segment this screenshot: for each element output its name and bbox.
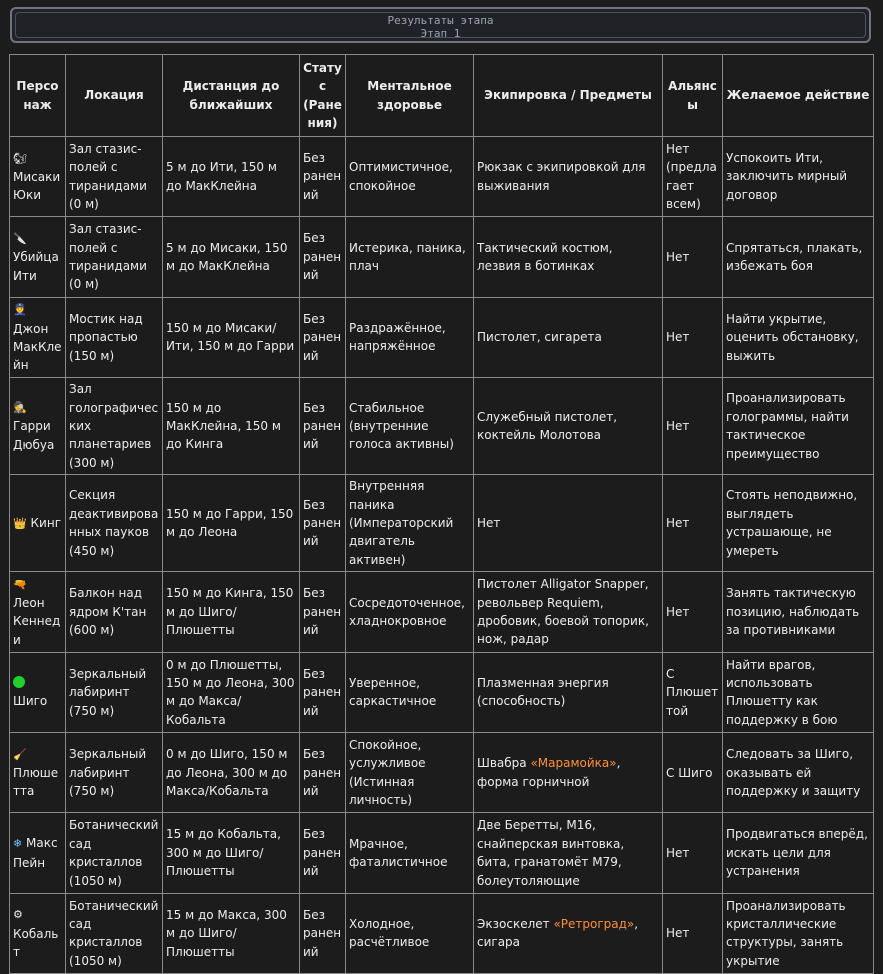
equipment-highlight: «Ретроград» <box>553 917 635 932</box>
pistol-icon: 🔫 <box>13 577 27 591</box>
action-cell: Продвигаться вперёд, искать цели для устранения <box>723 813 874 893</box>
character-name: Кинг <box>30 515 61 530</box>
column-header-action: Желаемое действие <box>723 55 874 137</box>
character-name: Шиго <box>13 694 48 709</box>
character-cell <box>10 475 66 572</box>
snowflake-icon: ❄ <box>13 837 23 851</box>
alliance-cell: Нет <box>663 297 723 377</box>
alliance-cell: Нет <box>663 572 723 652</box>
location-cell: Зал стазис-полей с тиранидами (0 м) <box>66 217 163 297</box>
status-cell: Без ранений <box>300 378 346 475</box>
location-cell: Балкон над ядром К'тан (600 м) <box>66 572 163 652</box>
table-row <box>10 378 874 475</box>
location-cell: Зеркальный лабиринт (750 м) <box>66 733 163 813</box>
mental-cell: Истерика, паника, плач <box>346 217 474 297</box>
mental-cell: Сосредоточенное, хладнокровное <box>346 572 474 652</box>
distance-cell: 5 м до Ити, 150 м до МакКлейна <box>163 137 300 217</box>
knife-icon: 🔪 <box>13 231 27 245</box>
location-cell: Ботанический сад кристаллов (1050 м) <box>66 813 163 893</box>
action-cell: Стоять неподвижно, выглядеть устрашающе, не умереть <box>723 475 874 572</box>
table-row <box>10 475 874 572</box>
status-cell: Без ранений <box>300 217 346 297</box>
header-subtitle: Этап 1 <box>420 27 461 40</box>
mental-cell: Стабильное (внутренние голоса активны) <box>346 378 474 475</box>
character-name: Кобальт <box>13 926 59 960</box>
character-name: Гарри Дюбуа <box>13 419 55 452</box>
character-name: Леон Кеннеди <box>13 596 61 647</box>
alliance-cell: Нет <box>663 893 723 973</box>
status-cell: Без ранений <box>300 813 346 893</box>
character-name: Убийца Ити <box>13 250 59 283</box>
alliance-cell: С Шиго <box>663 733 723 813</box>
equipment-cell: Две Беретты, M16, снайперская винтовка, бита, гранатомёт M79, болеутоляющие <box>474 813 663 893</box>
alliance-cell: Нет <box>663 217 723 297</box>
alliance-cell: Нет <box>663 378 723 475</box>
character-cell <box>10 297 66 377</box>
character-name: Плюшетта <box>13 766 59 799</box>
mental-cell: Мрачное, фаталистичное <box>346 813 474 893</box>
equipment-cell: Нет <box>474 475 663 572</box>
character-cell <box>10 733 66 813</box>
column-header-location: Локация <box>66 55 163 137</box>
equipment-cell <box>474 733 663 813</box>
character-cell <box>10 572 66 652</box>
character-name: Мисаки Юки <box>13 169 61 203</box>
status-cell: Без ранений <box>300 733 346 813</box>
status-cell: Без ранений <box>300 572 346 652</box>
stage-results-header-inner <box>15 12 866 38</box>
gear-icon: ⚙ <box>13 908 23 922</box>
action-cell: Спрятаться, плакать, избежать боя <box>723 217 874 297</box>
status-cell: Без ранений <box>300 893 346 973</box>
column-header-distance: Дистанция до ближайших <box>163 55 300 137</box>
mental-cell: Уверенное, саркастичное <box>346 652 474 732</box>
column-header-equipment: Экипировка / Предметы <box>474 55 663 137</box>
distance-cell: 150 м до Мисаки/Ити, 150 м до Гарри <box>163 297 300 377</box>
status-cell: Без ранений <box>300 475 346 572</box>
alliance-cell: С Плюшеттой <box>663 652 723 732</box>
distance-cell: 0 м до Плюшетты, 150 м до Леона, 300 м до Макса/Кобальта <box>163 652 300 732</box>
detective-icon: 🕵 <box>13 401 27 415</box>
table-row <box>10 733 874 813</box>
equipment-cell <box>474 893 663 973</box>
equipment-text: , сигара <box>477 917 639 950</box>
equipment-text: , форма горничной <box>477 756 621 789</box>
equipment-cell: Рюкзак с экипировкой для выживания <box>474 137 663 217</box>
stage-results-header <box>10 7 871 43</box>
alliance-cell: Нет <box>663 813 723 893</box>
results-table <box>9 54 874 974</box>
police-officer-icon: 👮 <box>13 303 27 317</box>
column-header-status: Статус (Ранения) <box>300 55 346 137</box>
table-row <box>10 217 874 297</box>
table-row <box>10 893 874 973</box>
mental-cell: Раздражённое, напряжённое <box>346 297 474 377</box>
action-cell: Проанализировать кристаллические структуры, занять укрытие <box>723 893 874 973</box>
character-cell <box>10 378 66 475</box>
equipment-highlight: «Марамойка» <box>530 756 617 771</box>
character-name: Джон МакКлейн <box>13 321 62 373</box>
location-cell: Секция деактивированных пауков (450 м) <box>66 475 163 572</box>
equipment-cell: Тактический костюм, лезвия в ботинках <box>474 217 663 297</box>
column-header-character: Персонаж <box>10 55 66 137</box>
location-cell: Зал стазис-полей с тиранидами (0 м) <box>66 137 163 217</box>
table-row <box>10 137 874 217</box>
action-cell: Найти укрытие, оценить обстановку, выжить <box>723 297 874 377</box>
mental-cell: Оптимистичное, спокойное <box>346 137 474 217</box>
crown-icon: 👑 <box>13 516 27 530</box>
mental-cell: Холодное, расчётливое <box>346 893 474 973</box>
column-header-alliance: Альянсы <box>663 55 723 137</box>
character-cell <box>10 813 66 893</box>
character-name: Макс Пейн <box>13 836 58 870</box>
mental-cell: Спокойное, услужливое (Истинная личность) <box>346 733 474 813</box>
distance-cell: 5 м до Мисаки, 150 м до МакКлейна <box>163 217 300 297</box>
character-cell <box>10 137 66 217</box>
equipment-text: Экзоскелет <box>477 917 554 932</box>
status-cell: Без ранений <box>300 137 346 217</box>
location-cell: Ботанический сад кристаллов (1050 м) <box>66 893 163 973</box>
character-cell <box>10 217 66 297</box>
green-circle-icon <box>13 676 25 688</box>
distance-cell: 150 м до МакКлейна, 150 м до Кинга <box>163 378 300 475</box>
alliance-cell: Нет <box>663 475 723 572</box>
equipment-cell: Плазменная энергия (способность) <box>474 652 663 732</box>
equipment-cell: Пистолет Alligator Snapper, револьвер Requiem, дробовик, боевой топорик, нож, радар <box>474 572 663 652</box>
column-header-mental: Ментальное здоровье <box>346 55 474 137</box>
location-cell: Зеркальный лабиринт (750 м) <box>66 652 163 732</box>
distance-cell: 15 м до Макса, 300 м до Шиго/Плюшетты <box>163 893 300 973</box>
location-cell: Мостик над пропастью (150 м) <box>66 297 163 377</box>
character-cell <box>10 893 66 973</box>
distance-cell: 150 м до Кинга, 150 м до Шиго/Плюшетты <box>163 572 300 652</box>
table-row <box>10 813 874 893</box>
equipment-cell: Служебный пистолет, коктейль Молотова <box>474 378 663 475</box>
action-cell: Проанализировать голограммы, найти тактическое преимущество <box>723 378 874 475</box>
distance-cell: 15 м до Кобальта, 300 м до Шиго/Плюшетты <box>163 813 300 893</box>
action-cell: Успокоить Ити, заключить мирный договор <box>723 137 874 217</box>
squirrel-icon: 🐿 <box>13 151 27 165</box>
status-cell: Без ранений <box>300 297 346 377</box>
action-cell: Занять тактическую позицию, наблюдать за противниками <box>723 572 874 652</box>
equipment-text: Швабра <box>477 756 531 771</box>
distance-cell: 150 м до Гарри, 150 м до Леона <box>163 475 300 572</box>
header-title: Результаты этапа <box>387 14 494 27</box>
status-cell: Без ранений <box>300 652 346 732</box>
table-row <box>10 652 874 732</box>
alliance-cell: Нет (предлагает всем) <box>663 137 723 217</box>
character-cell <box>10 652 66 732</box>
action-cell: Найти врагов, использовать Плюшетту как поддержку в бою <box>723 652 874 732</box>
location-cell: Зал голографических планетариев (300 м) <box>66 378 163 475</box>
table-row <box>10 297 874 377</box>
table-header-row <box>10 55 874 137</box>
distance-cell: 0 м до Шиго, 150 м до Леона, 300 м до Макса/Кобальта <box>163 733 300 813</box>
action-cell: Следовать за Шиго, оказывать ей поддержку и защиту <box>723 733 874 813</box>
mental-cell: Внутренняя паника (Императорский двигатель активен) <box>346 475 474 572</box>
equipment-cell: Пистолет, сигарета <box>474 297 663 377</box>
broom-icon: 🧹 <box>13 747 27 761</box>
table-row <box>10 572 874 652</box>
